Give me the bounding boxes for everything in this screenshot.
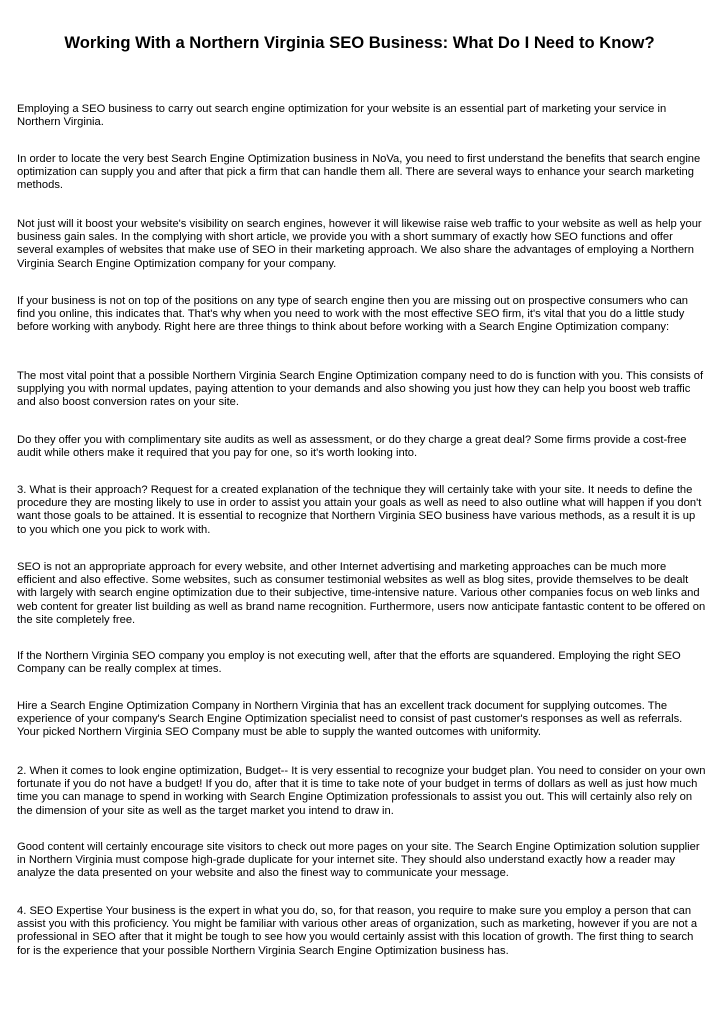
paragraph-11: 2. When it comes to look engine optimization, Budget-- It is very essential to recognize your budget plan. You need to consider on your own fortunate if you do not have a budget! If you do, after that it is time to take note of your budget in terms of dollars as well as just how much time you can manage to spend in working with Search Engine Optimization professionals to assist you out. This will certainly also rely on the dimension of your site as well as the target market you intend to draw in. (17, 765, 706, 817)
paragraph-13: 4. SEO Expertise Your business is the expert in what you do, so, for that reason, you require to make sure you employ a person that can assist you with this proficiency. You might be familiar with various other areas of organization, such as marketing, however if you are not a professional in SEO after that it might be tough to see how you would certainly assist with this location of growth. The first thing to search for is the experience that your possible Northern Virginia Search Engine Optimization business has. (17, 905, 698, 957)
paragraph-1: Employing a SEO business to carry out search engine optimization for your website is an essential part of marketing your service in Northern Virginia. (17, 103, 667, 129)
paragraph-5: The most vital point that a possible Northern Virginia Search Engine Optimization company need to do is function with you. This consists of supplying you with normal updates, paying attention to your demands and also showing you just how they can help you boost web traffic and also boost conversion rates on your site. (17, 370, 704, 409)
paragraph-7: 3. What is their approach? Request for a created explanation of the technique they will certainly take with your site. It needs to define the procedure they are mosting likely to use in order to assist you attain your goals as well as need to also outline what will happen if you don't want those goals to be attained. It is essential to recognize that Northern Virginia SEO business have various methods, as a result it is up to you which one you pick to work with. (17, 484, 702, 536)
paragraph-8: SEO is not an appropriate approach for every website, and other Internet advertising and marketing approaches can be much more efficient and also effective. Some websites, such as consumer testimonial websites as well as blog sites, provide themselves to be dealt with largely with search engine optimization due to their subjective, time-intensive nature. Various other companies focus on web links and web content for greater list building as well as brand name recognition. Furthermore, users now anticipate fantastic content to be offered on the site completely free. (17, 561, 706, 626)
paragraph-2: In order to locate the very best Search Engine Optimization business in NoVa, you need to first understand the benefits that search engine optimization can supply you and after that pick a firm that can handle them all. There are several ways to enhance your search marketing methods. (17, 153, 701, 192)
document-title: Working With a Northern Virginia SEO Business: What Do I Need to Know? (64, 33, 655, 52)
paragraph-6: Do they offer you with complimentary site audits as well as assessment, or do they charge a great deal? Some firms provide a cost-free audit while others make it required that you pay for one, so it's worth looking into. (17, 434, 687, 460)
paragraph-9: If the Northern Virginia SEO company you employ is not executing well, after that the efforts are squandered. Employing the right SEO Company can be really complex at times. (17, 650, 681, 676)
paragraph-4: If your business is not on top of the positions on any type of search engine then you are missing out on prospective consumers who can find you online, this indicates that. That's why when you need to work with the most effective SEO firm, it's vital that you do a little study before working with anybody. Right here are three things to think about before working with a Search Engine Optimization company: (17, 295, 689, 334)
paragraph-3: Not just will it boost your website's visibility on search engines, however it will likewise raise web traffic to your website as well as help your business gain sales. In the complying with short article, we provide you with a short summary of exactly how SEO functions and offer several examples of websites that make use of SEO in their marketing approach. We also share the advantages of employing a Northern Virginia Search Engine Optimization company for your company. (17, 218, 702, 270)
paragraph-12: Good content will certainly encourage site visitors to check out more pages on your site. The Search Engine Optimization solution supplier in Northern Virginia must compose high-grade duplicate for your internet site. They should also understand exactly how a reader may analyze the data presented on your website and also the finest way to communicate your message. (17, 841, 700, 880)
paragraph-10: Hire a Search Engine Optimization Company in Northern Virginia that has an excellent track document for supplying outcomes. The experience of your company's Search Engine Optimization specialist need to consist of past customer's responses as well as referrals. Your picked Northern Virginia SEO Company must be able to supply the wanted outcomes with uniformity. (17, 700, 683, 739)
